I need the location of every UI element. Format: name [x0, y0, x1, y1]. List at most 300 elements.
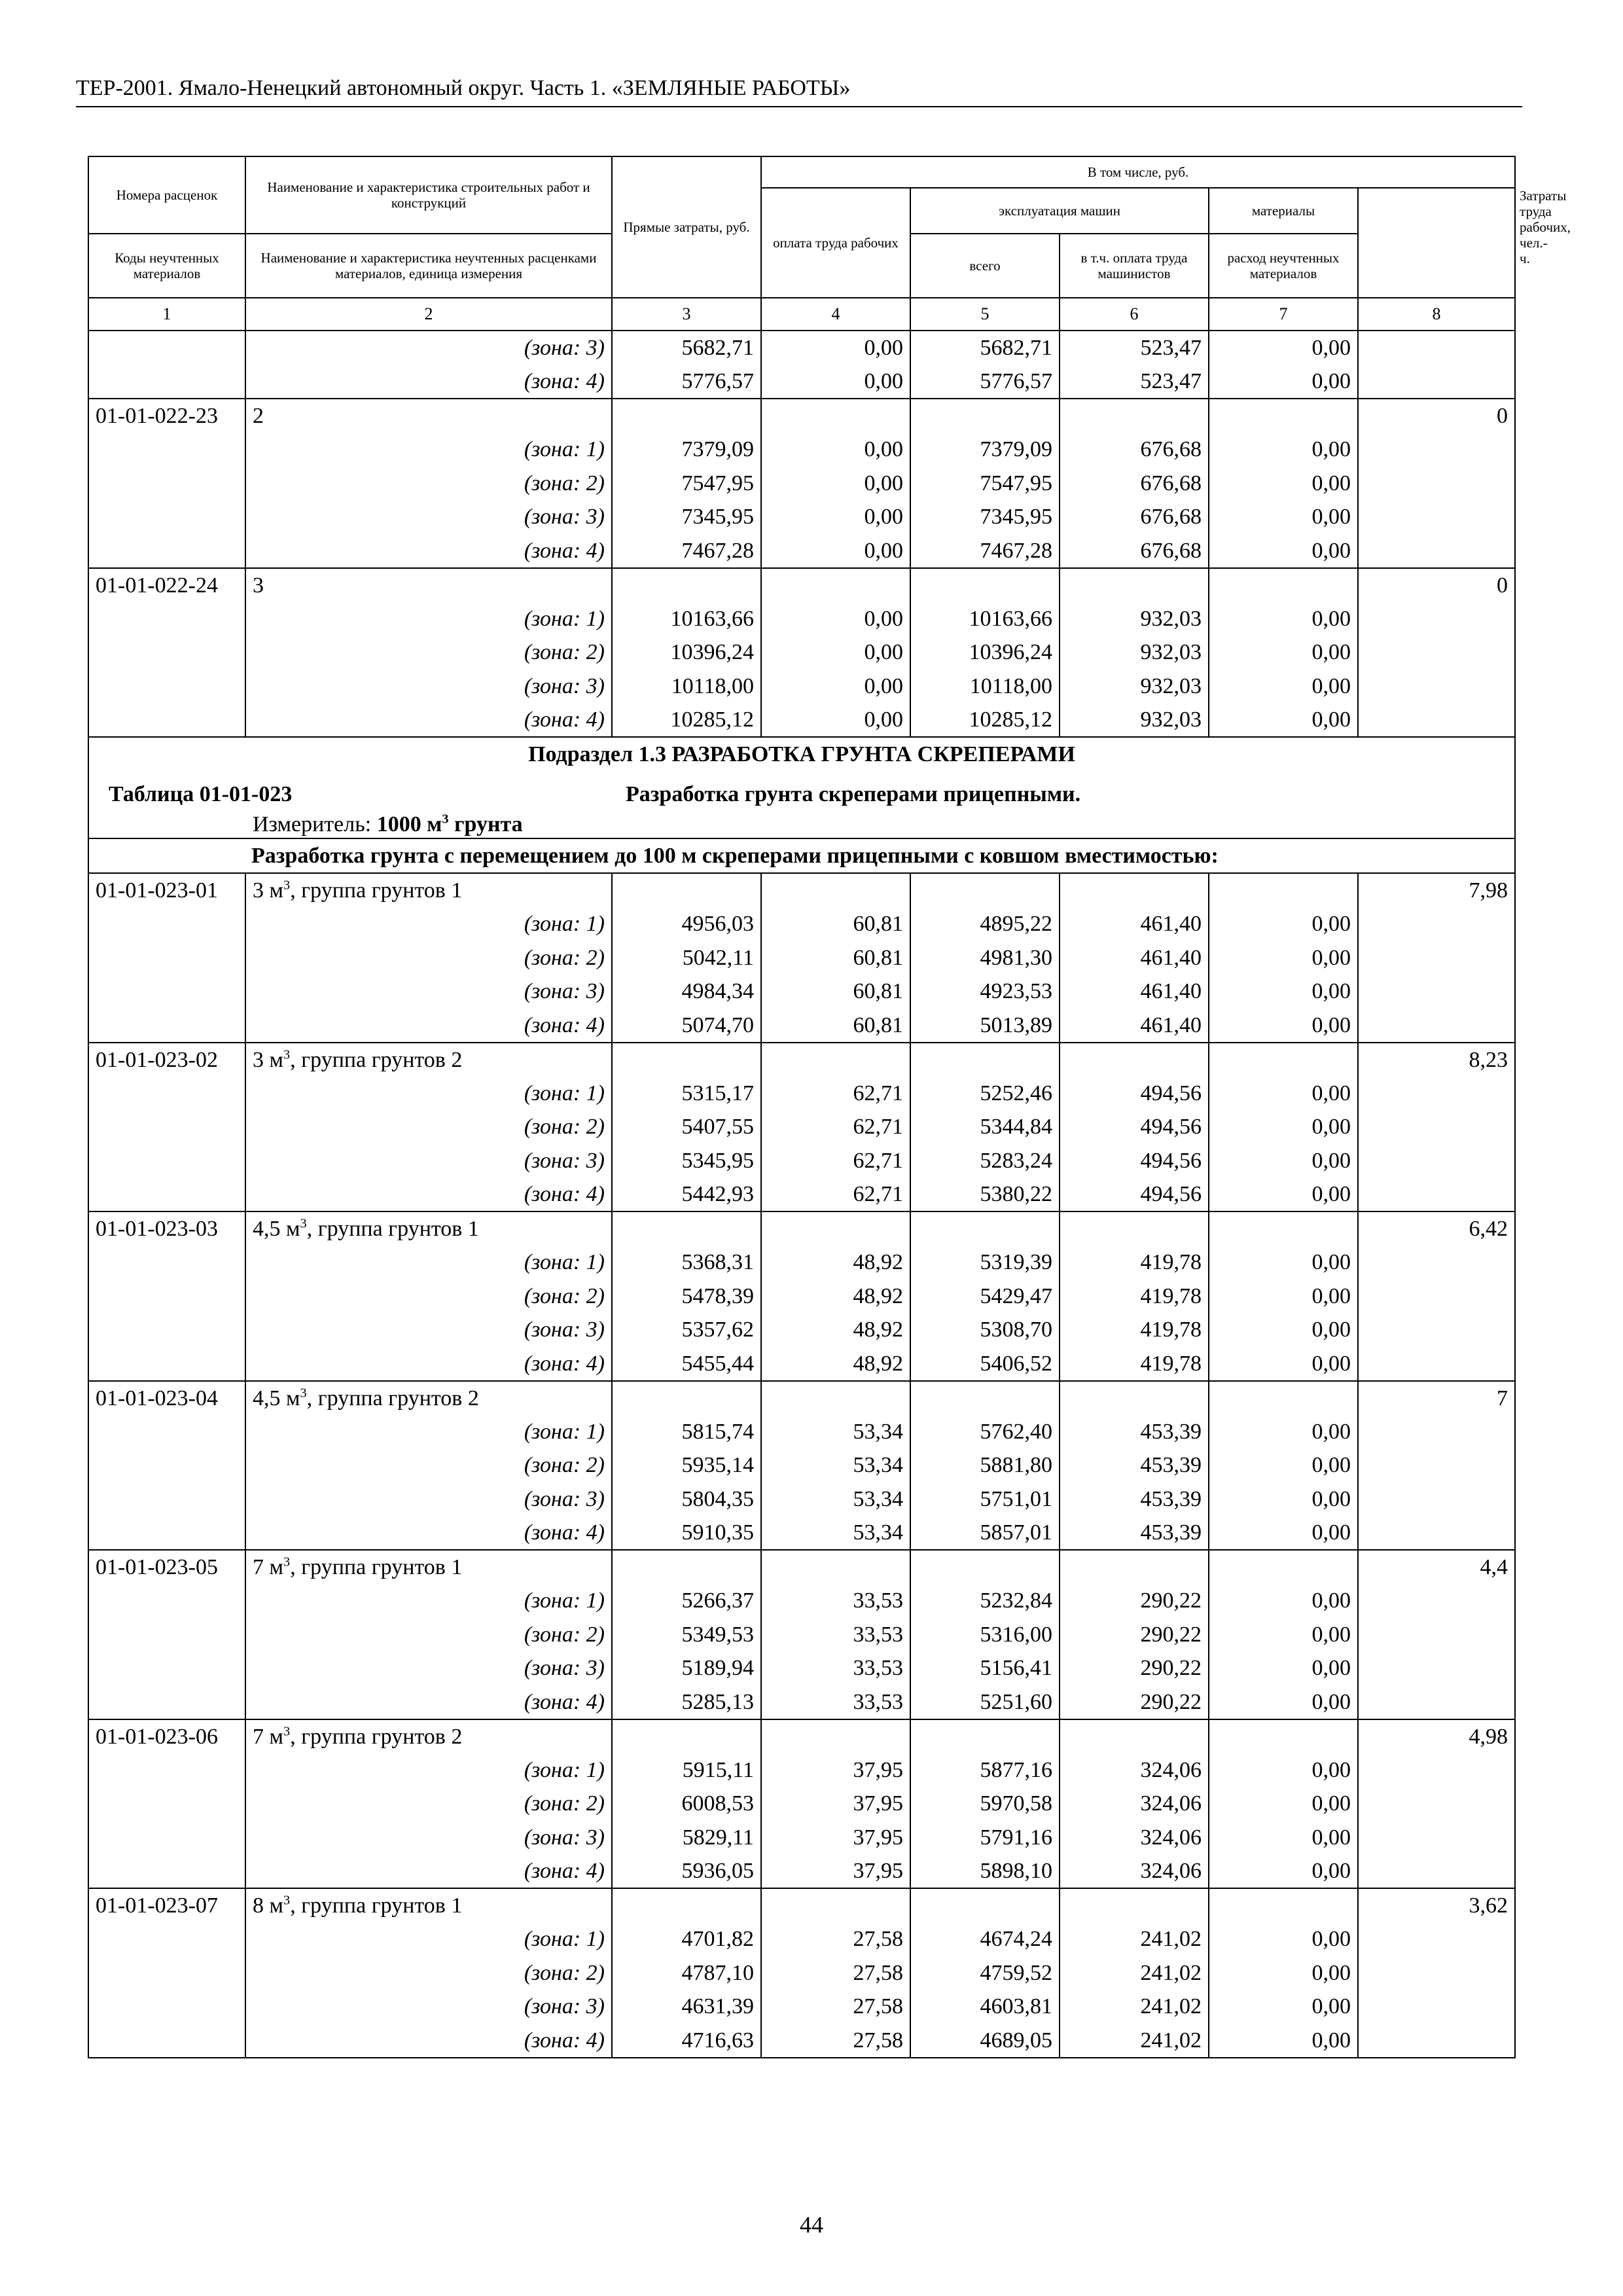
empty-cell [1358, 1347, 1515, 1381]
empty-cell [88, 534, 245, 568]
empty-cell [612, 1719, 761, 1753]
worker-pay: 53,34 [761, 1448, 910, 1482]
zone-row [88, 1347, 1515, 1381]
empty-cell [612, 1211, 761, 1246]
empty-cell [1358, 1482, 1515, 1516]
machine-total: 4923,53 [910, 975, 1060, 1009]
zone-label: (зона: 4) [245, 1177, 612, 1211]
direct-cost: 5936,05 [612, 1854, 761, 1888]
materials-cost: 0,00 [1209, 1482, 1358, 1516]
empty-cell [1358, 703, 1515, 737]
materials-cost: 0,00 [1209, 1280, 1358, 1314]
col-mat-header: расход неучтенных материалов [1209, 234, 1358, 298]
empty-cell [761, 1211, 910, 1246]
zone-row [88, 670, 1515, 704]
zone-label: (зона: 3) [245, 1821, 612, 1855]
empty-cell [612, 1550, 761, 1584]
operator-pay: 419,78 [1060, 1280, 1209, 1314]
direct-cost: 5357,62 [612, 1313, 761, 1347]
worker-pay: 37,95 [761, 1753, 910, 1787]
machine-total: 5232,84 [910, 1584, 1060, 1618]
empty-cell [88, 602, 245, 636]
zone-label: (зона: 2) [245, 1618, 612, 1652]
empty-cell [1358, 1922, 1515, 1956]
empty-cell [1358, 941, 1515, 975]
operator-pay: 494,56 [1060, 1177, 1209, 1211]
machine-total: 7379,09 [910, 433, 1060, 467]
table-title-cell [88, 771, 1515, 805]
worker-pay: 37,95 [761, 1787, 910, 1821]
direct-cost: 5368,31 [612, 1246, 761, 1280]
empty-cell [1358, 1584, 1515, 1618]
zone-row [88, 2024, 1515, 2058]
empty-cell [88, 1110, 245, 1144]
zone-label: (зона: 2) [245, 1110, 612, 1144]
table-description: Разработка грунта с перемещением до 100 м скреперами прицепными с ковшом вместимостью: [88, 838, 1515, 873]
operator-pay: 241,02 [1060, 2024, 1209, 2058]
worker-pay: 62,71 [761, 1110, 910, 1144]
materials-cost: 0,00 [1209, 602, 1358, 636]
materials-cost: 0,00 [1209, 331, 1358, 365]
machine-total: 5898,10 [910, 1854, 1060, 1888]
worker-pay: 60,81 [761, 941, 910, 975]
empty-cell [1358, 1516, 1515, 1550]
meter-row [88, 805, 1515, 839]
empty-cell [1060, 568, 1209, 602]
zone-row [88, 1415, 1515, 1449]
zone-label: (зона: 3) [245, 1651, 612, 1685]
materials-cost: 0,00 [1209, 2024, 1358, 2058]
unit-sup: 3 [283, 1554, 291, 1570]
empty-cell [612, 568, 761, 602]
rate-name: 2 [245, 399, 612, 433]
machine-total: 5406,52 [910, 1347, 1060, 1381]
materials-cost: 0,00 [1209, 1347, 1358, 1381]
zone-row [88, 1009, 1515, 1043]
materials-cost: 0,00 [1209, 941, 1358, 975]
zone-row [88, 1280, 1515, 1314]
zone-row [88, 500, 1515, 534]
direct-cost: 5189,94 [612, 1651, 761, 1685]
worker-pay: 60,81 [761, 975, 910, 1009]
machine-total: 5751,01 [910, 1482, 1060, 1516]
zone-label: (зона: 2) [245, 636, 612, 670]
direct-cost: 7379,09 [612, 433, 761, 467]
materials-cost: 0,00 [1209, 1956, 1358, 1990]
materials-cost: 0,00 [1209, 1246, 1358, 1280]
worker-pay: 0,00 [761, 670, 910, 704]
machine-total: 10396,24 [910, 636, 1060, 670]
empty-cell [910, 568, 1060, 602]
empty-cell [88, 1787, 245, 1821]
empty-cell [88, 907, 245, 941]
zone-row [88, 1144, 1515, 1178]
direct-cost: 4631,39 [612, 1990, 761, 2024]
rate-code: 01-01-023-05 [88, 1550, 245, 1584]
rate-code: 01-01-022-24 [88, 568, 245, 602]
direct-cost: 5349,53 [612, 1618, 761, 1652]
column-number: 4 [761, 298, 910, 331]
empty-cell [1209, 873, 1358, 907]
operator-pay: 290,22 [1060, 1685, 1209, 1719]
operator-pay: 453,39 [1060, 1516, 1209, 1550]
table-row [88, 873, 1515, 907]
operator-pay: 324,06 [1060, 1821, 1209, 1855]
worker-pay: 27,58 [761, 1990, 910, 2024]
materials-cost: 0,00 [1209, 1448, 1358, 1482]
column-number: 6 [1060, 298, 1209, 331]
empty-cell [1209, 1550, 1358, 1584]
zone-label: (зона: 1) [245, 1077, 612, 1111]
zone-row [88, 703, 1515, 737]
zone-row [88, 941, 1515, 975]
labor-cost: 6,42 [1358, 1211, 1515, 1246]
empty-cell [1358, 1787, 1515, 1821]
machine-total: 5776,57 [910, 365, 1060, 399]
empty-cell [88, 433, 245, 467]
materials-cost: 0,00 [1209, 1753, 1358, 1787]
operator-pay: 290,22 [1060, 1651, 1209, 1685]
worker-pay: 62,71 [761, 1144, 910, 1178]
empty-cell [1209, 1043, 1358, 1077]
worker-pay: 53,34 [761, 1516, 910, 1550]
zone-label: (зона: 2) [245, 1787, 612, 1821]
zone-label: (зона: 4) [245, 534, 612, 568]
machines-header: эксплуатация машин [910, 188, 1209, 234]
empty-cell [1060, 1888, 1209, 1922]
machine-total: 5970,58 [910, 1787, 1060, 1821]
empty-cell [88, 1516, 245, 1550]
empty-cell [88, 365, 245, 399]
machine-total: 5156,41 [910, 1651, 1060, 1685]
direct-cost: 5042,11 [612, 941, 761, 975]
empty-cell [1209, 1381, 1358, 1415]
empty-cell [1209, 568, 1358, 602]
direct-cost: 5315,17 [612, 1077, 761, 1111]
labor-cost: 7 [1358, 1381, 1515, 1415]
column-number: 1 [88, 298, 245, 331]
worker-pay: 48,92 [761, 1246, 910, 1280]
zone-label: (зона: 1) [245, 1584, 612, 1618]
empty-cell [761, 1888, 910, 1922]
col-mach-pay-header: в т.ч. оплата труда машинистов [1060, 234, 1209, 298]
machine-total: 5308,70 [910, 1313, 1060, 1347]
empty-cell [1060, 873, 1209, 907]
rate-name: 4,5 $м^3$, группа грунтов 1 [245, 1211, 612, 1246]
zone-row [88, 1854, 1515, 1888]
direct-cost: 10285,12 [612, 703, 761, 737]
labor-cost: 0 [1358, 568, 1515, 602]
materials-cost: 0,00 [1209, 1787, 1358, 1821]
labor-cost: 4,98 [1358, 1719, 1515, 1753]
materials-cost: 0,00 [1209, 1821, 1358, 1855]
worker-pay: 0,00 [761, 467, 910, 501]
operator-pay: 461,40 [1060, 1009, 1209, 1043]
empty-cell [88, 1685, 245, 1719]
meter-cell [88, 805, 1515, 839]
labor-cost: 0 [1358, 399, 1515, 433]
column-number: 8 [1358, 298, 1515, 331]
worker-pay: 0,00 [761, 500, 910, 534]
operator-pay: 932,03 [1060, 703, 1209, 737]
empty-cell [1358, 433, 1515, 467]
zone-label: (зона: 2) [245, 467, 612, 501]
zone-row [88, 331, 1515, 365]
worker-pay: 37,95 [761, 1854, 910, 1888]
rate-code: 01-01-023-02 [88, 1043, 245, 1077]
zone-row [88, 1922, 1515, 1956]
column-number: 5 [910, 298, 1060, 331]
machine-total: 4674,24 [910, 1922, 1060, 1956]
empty-cell [1358, 1821, 1515, 1855]
worker-pay: 60,81 [761, 907, 910, 941]
empty-cell [1358, 1753, 1515, 1787]
zone-row [88, 1482, 1515, 1516]
empty-cell [88, 1009, 245, 1043]
empty-cell [88, 1956, 245, 1990]
materials-header: материалы [1209, 188, 1358, 234]
operator-pay: 461,40 [1060, 975, 1209, 1009]
operator-pay: 241,02 [1060, 1922, 1209, 1956]
zone-label: (зона: 4) [245, 1685, 612, 1719]
zone-label: (зона: 4) [245, 365, 612, 399]
machine-total: 5252,46 [910, 1077, 1060, 1111]
empty-cell [88, 500, 245, 534]
table-row [88, 1211, 1515, 1246]
operator-pay: 494,56 [1060, 1110, 1209, 1144]
empty-cell [612, 1381, 761, 1415]
worker-pay: 48,92 [761, 1280, 910, 1314]
rate-code: 01-01-023-01 [88, 873, 245, 907]
direct-cost: 4701,82 [612, 1922, 761, 1956]
empty-cell [761, 1550, 910, 1584]
rate-code: 01-01-023-06 [88, 1719, 245, 1753]
zone-row [88, 1246, 1515, 1280]
empty-cell [910, 1550, 1060, 1584]
empty-cell [1358, 331, 1515, 365]
zone-label: (зона: 3) [245, 1144, 612, 1178]
operator-pay: 676,68 [1060, 500, 1209, 534]
zone-label: (зона: 3) [245, 331, 612, 365]
column-number: 7 [1209, 298, 1358, 331]
col-pay-header: оплата труда рабочих [761, 188, 910, 298]
worker-pay: 0,00 [761, 331, 910, 365]
empty-cell [910, 1719, 1060, 1753]
direct-cost: 5345,95 [612, 1144, 761, 1178]
worker-pay: 0,00 [761, 534, 910, 568]
operator-pay: 676,68 [1060, 534, 1209, 568]
machine-total: 5316,00 [910, 1618, 1060, 1652]
zone-row [88, 602, 1515, 636]
table-row [88, 399, 1515, 433]
empty-cell [1358, 500, 1515, 534]
materials-cost: 0,00 [1209, 1685, 1358, 1719]
direct-cost: 5804,35 [612, 1482, 761, 1516]
machine-total: 4689,05 [910, 2024, 1060, 2058]
incl-header: В том числе, руб. [761, 156, 1515, 188]
worker-pay: 0,00 [761, 703, 910, 737]
zone-label: (зона: 1) [245, 1246, 612, 1280]
operator-pay: 241,02 [1060, 1956, 1209, 1990]
worker-pay: 48,92 [761, 1347, 910, 1381]
zone-row [88, 1787, 1515, 1821]
empty-cell [1358, 1110, 1515, 1144]
zone-row [88, 1516, 1515, 1550]
materials-cost: 0,00 [1209, 1618, 1358, 1652]
col-direct-header: Прямые затраты, руб. [612, 156, 761, 298]
empty-cell [761, 873, 910, 907]
direct-cost: 5915,11 [612, 1753, 761, 1787]
subsection-title: Подраздел 1.3 РАЗРАБОТКА ГРУНТА СКРЕПЕРАМИ [88, 737, 1515, 771]
empty-cell [88, 1448, 245, 1482]
materials-cost: 0,00 [1209, 1110, 1358, 1144]
zone-row [88, 1313, 1515, 1347]
empty-cell [761, 1719, 910, 1753]
rate-name: 3 $м^3$, группа грунтов 2 [245, 1043, 612, 1077]
empty-cell [1358, 636, 1515, 670]
zone-label: (зона: 4) [245, 2024, 612, 2058]
empty-cell [88, 1854, 245, 1888]
subsection-row [88, 737, 1515, 771]
empty-cell [88, 703, 245, 737]
rate-name: 7 $м^3$, группа грунтов 1 [245, 1550, 612, 1584]
empty-cell [612, 399, 761, 433]
empty-cell [88, 1246, 245, 1280]
direct-cost: 10118,00 [612, 670, 761, 704]
operator-pay: 453,39 [1060, 1482, 1209, 1516]
unit-sup: 3 [283, 1893, 291, 1908]
machine-total: 5013,89 [910, 1009, 1060, 1043]
empty-cell [1358, 1651, 1515, 1685]
empty-cell [88, 1144, 245, 1178]
machine-total: 4895,22 [910, 907, 1060, 941]
empty-cell [1358, 1246, 1515, 1280]
zone-row [88, 1956, 1515, 1990]
zone-row [88, 534, 1515, 568]
empty-cell [1358, 1448, 1515, 1482]
zone-row [88, 1177, 1515, 1211]
operator-pay: 523,47 [1060, 331, 1209, 365]
materials-cost: 0,00 [1209, 1516, 1358, 1550]
materials-cost: 0,00 [1209, 1651, 1358, 1685]
worker-pay: 60,81 [761, 1009, 910, 1043]
empty-cell [1358, 534, 1515, 568]
col-name-header: Наименование и характеристика строительных работ и конструкций [245, 156, 612, 234]
zone-label: (зона: 3) [245, 1313, 612, 1347]
direct-cost: 5407,55 [612, 1110, 761, 1144]
zone-row [88, 636, 1515, 670]
empty-cell [612, 1043, 761, 1077]
operator-pay: 932,03 [1060, 602, 1209, 636]
empty-cell [1060, 1043, 1209, 1077]
empty-cell [1060, 1381, 1209, 1415]
meter [253, 808, 523, 841]
rate-code: 01-01-023-04 [88, 1381, 245, 1415]
col-code-sub-header: Коды неучтенных материалов [88, 234, 245, 298]
operator-pay: 241,02 [1060, 1990, 1209, 2024]
empty-cell [1358, 1009, 1515, 1043]
empty-cell [910, 1211, 1060, 1246]
zone-row [88, 1448, 1515, 1482]
direct-cost: 5266,37 [612, 1584, 761, 1618]
col-mach-header: всего [910, 234, 1060, 298]
empty-cell [88, 1415, 245, 1449]
machine-total: 4981,30 [910, 941, 1060, 975]
worker-pay: 0,00 [761, 602, 910, 636]
operator-pay: 419,78 [1060, 1313, 1209, 1347]
worker-pay: 0,00 [761, 636, 910, 670]
zone-label: (зона: 2) [245, 1280, 612, 1314]
labor-cost: 3,62 [1358, 1888, 1515, 1922]
materials-cost: 0,00 [1209, 703, 1358, 737]
direct-cost: 5455,44 [612, 1347, 761, 1381]
unit-sup: 3 [283, 878, 291, 893]
worker-pay: 33,53 [761, 1685, 910, 1719]
machine-total: 4759,52 [910, 1956, 1060, 1990]
empty-cell [1358, 1415, 1515, 1449]
machine-total: 7547,95 [910, 467, 1060, 501]
operator-pay: 290,22 [1060, 1618, 1209, 1652]
empty-cell [88, 636, 245, 670]
empty-cell [1060, 1211, 1209, 1246]
table-row [88, 1043, 1515, 1077]
rate-code: 01-01-022-23 [88, 399, 245, 433]
empty-cell [88, 467, 245, 501]
meter-sup: 3 [442, 812, 449, 827]
zone-row [88, 975, 1515, 1009]
zone-label: (зона: 2) [245, 1956, 612, 1990]
page-number: 44 [800, 2212, 823, 2238]
worker-pay: 33,53 [761, 1651, 910, 1685]
operator-pay: 932,03 [1060, 636, 1209, 670]
empty-cell [88, 1313, 245, 1347]
table-row [88, 1381, 1515, 1415]
worker-pay: 27,58 [761, 2024, 910, 2058]
worker-pay: 33,53 [761, 1618, 910, 1652]
labor-cost: 4,4 [1358, 1550, 1515, 1584]
direct-cost: 4716,63 [612, 2024, 761, 2058]
empty-cell [1358, 1177, 1515, 1211]
empty-cell [1358, 2024, 1515, 2058]
table-header: Номера расценок Наименование и характеристика строительных работ и конструкций Прямые затраты, руб. В том числе, руб. Затраты труда рабочих, чел.-ч. оплата труда рабочих эксплуатация машин материалы Коды неучтенных материалов Наименование и характеристика неучтенных расценками материалов, единица измерения всего в т.ч. оплата труда машинистов расход неучтенных материалов 1 2 3 4 5 6 7 8 [88, 156, 1515, 331]
materials-cost: 0,00 [1209, 636, 1358, 670]
direct-cost: 6008,53 [612, 1787, 761, 1821]
empty-cell [1358, 602, 1515, 636]
empty-cell [1358, 365, 1515, 399]
zone-label: (зона: 1) [245, 1753, 612, 1787]
machine-total: 5283,24 [910, 1144, 1060, 1178]
empty-cell [1358, 670, 1515, 704]
table-row [88, 568, 1515, 602]
materials-cost: 0,00 [1209, 670, 1358, 704]
operator-pay: 461,40 [1060, 941, 1209, 975]
operator-pay: 676,68 [1060, 467, 1209, 501]
materials-cost: 0,00 [1209, 1313, 1358, 1347]
zone-label: (зона: 1) [245, 907, 612, 941]
zone-row [88, 467, 1515, 501]
materials-cost: 0,00 [1209, 1415, 1358, 1449]
worker-pay: 53,34 [761, 1415, 910, 1449]
direct-cost: 4787,10 [612, 1956, 761, 1990]
machine-total: 5682,71 [910, 331, 1060, 365]
table-row [88, 1550, 1515, 1584]
materials-cost: 0,00 [1209, 1144, 1358, 1178]
materials-cost: 0,00 [1209, 975, 1358, 1009]
machine-total: 10163,66 [910, 602, 1060, 636]
zone-label: (зона: 3) [245, 670, 612, 704]
direct-cost: 5910,35 [612, 1516, 761, 1550]
operator-pay: 419,78 [1060, 1347, 1209, 1381]
